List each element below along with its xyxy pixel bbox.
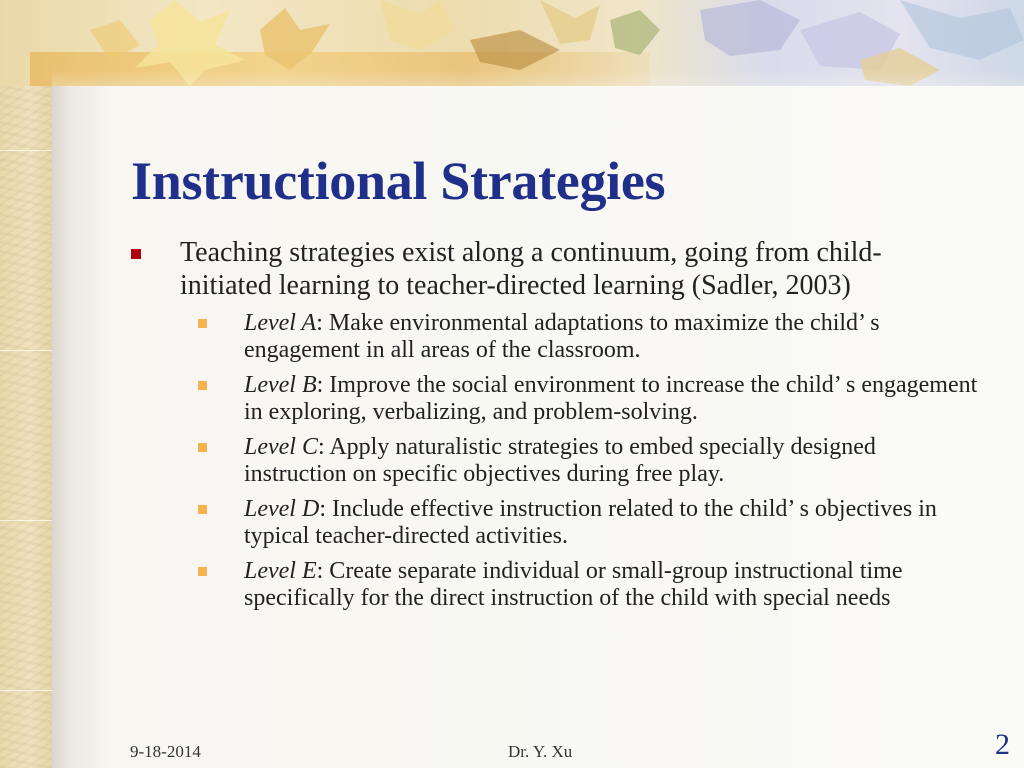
left-parchment-strip <box>0 0 52 768</box>
slide-title: Instructional Strategies <box>131 151 666 211</box>
level-description: : Make environmental adaptations to maximize the child’ s engagement in all areas of the classroom. <box>244 310 880 363</box>
level-description: : Create separate individual or small-group instructional time specifically for the direct instruction of the child with special needs <box>244 558 903 611</box>
slide-page-number: 2 <box>995 728 1010 761</box>
sub-bullet-level-e <box>128 558 988 612</box>
sub-bullet-level-a <box>128 310 988 364</box>
footer-date: 9-18-2014 <box>130 742 201 761</box>
sub-bullet-level-d <box>128 496 988 550</box>
square-bullet-icon <box>198 505 207 514</box>
strip-seam <box>0 520 52 521</box>
bullet-list <box>128 236 988 612</box>
square-bullet-icon <box>198 381 207 390</box>
level-label: Level E <box>244 558 317 584</box>
strip-seam <box>0 690 52 691</box>
level-label: Level B <box>244 372 317 398</box>
square-bullet-icon <box>198 319 207 328</box>
sub-bullet-level-c <box>128 434 988 488</box>
square-bullet-icon <box>198 443 207 452</box>
main-bullet <box>128 236 988 302</box>
level-description: : Include effective instruction related to the child’ s objectives in typical teacher-directed activities. <box>244 496 937 549</box>
footer-author: Dr. Y. Xu <box>508 742 573 761</box>
square-bullet-icon <box>198 567 207 576</box>
level-description: : Apply naturalistic strategies to embed specially designed instruction on specific objectives during free play. <box>244 434 876 487</box>
level-label: Level D <box>244 496 320 522</box>
level-description: : Improve the social environment to increase the child’ s engagement in exploring, verbalizing, and problem-solving. <box>244 372 978 425</box>
square-bullet-icon <box>131 249 141 259</box>
level-label: Level A <box>244 310 317 336</box>
sub-bullet-level-b <box>128 372 988 426</box>
strip-seam <box>0 350 52 351</box>
main-bullet-text: Teaching strategies exist along a continuum, going from child-initiated learning to teacher-directed learning (Sadler, 2003) <box>180 237 882 301</box>
level-label: Level C <box>244 434 318 460</box>
strip-seam <box>0 150 52 151</box>
